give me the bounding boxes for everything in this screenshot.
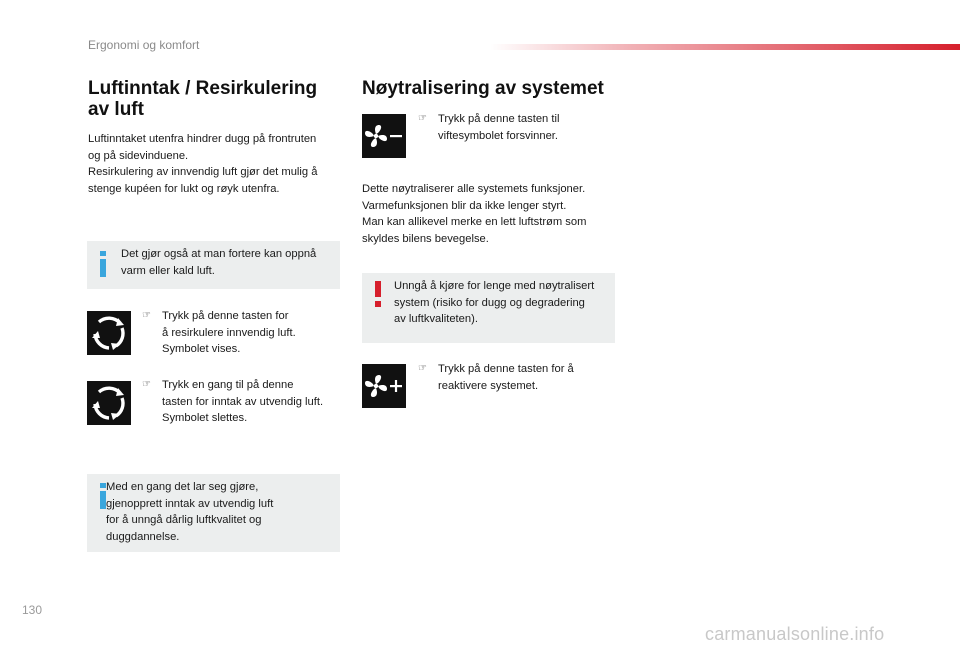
header-accent-line	[490, 44, 960, 50]
text-line: for å unngå dårlig luftkvalitet og	[106, 514, 262, 526]
text-line: Man kan allikevel merke en lett luftstrøm som	[362, 216, 587, 228]
text-line: Varmefunksjonen blir da ikke lenger styrt.	[362, 199, 567, 212]
text-line: Dette nøytraliserer alle systemets funksjoner.	[362, 183, 586, 195]
fan-plus-icon	[362, 364, 406, 408]
step-reactivate	[418, 361, 618, 394]
watermark: carmanualsonline.info	[705, 624, 885, 644]
left-heading-line: av luft	[88, 99, 144, 120]
recirculation-icon	[89, 383, 129, 423]
info-note-1	[87, 241, 340, 289]
section-title: Ergonomi og komfort	[88, 38, 200, 52]
left-heading-line: Luftinntak / Resirkulering	[88, 78, 318, 99]
text-line: å resirkulere innvendig luft.	[162, 326, 296, 339]
text-line: Luftinntaket utenfra hindrer dugg på frontruten	[88, 133, 317, 145]
text-line: skyldes bilens bevegelse.	[362, 232, 489, 245]
text-line: Trykk på denne tasten for å	[438, 363, 574, 375]
recirculation-key[interactable]	[87, 381, 131, 425]
pointing-hand-icon: ☞	[142, 310, 151, 321]
note-text	[121, 246, 336, 279]
left-intro	[88, 131, 348, 197]
text-line: stenge kupéen for lukt og røyk utenfra.	[88, 182, 280, 195]
text-line: og på sidevinduene.	[88, 149, 189, 162]
fan-on-key[interactable]	[362, 364, 406, 408]
text-line: system (risiko for dugg og degradering	[394, 296, 585, 309]
text-line: Med en gang det lar seg gjøre,	[106, 481, 259, 493]
info-note-2	[87, 474, 340, 552]
step-neutralize	[418, 111, 618, 144]
text-line: Trykk på denne tasten til	[438, 113, 560, 125]
pointing-hand-icon: ☞	[418, 363, 427, 374]
text-line: viftesymbolet forsvinner.	[438, 129, 559, 142]
text-line: Unngå å kjøre for lenge med nøytralisert	[394, 280, 595, 292]
recirculation-key[interactable]	[87, 311, 131, 355]
step-recirculate	[142, 308, 342, 358]
page-number: 130	[22, 603, 43, 617]
fan-minus-icon	[362, 114, 406, 158]
fan-off-key[interactable]	[362, 114, 406, 158]
right-body	[362, 181, 622, 247]
text-line: Trykk en gang til på denne	[162, 379, 294, 391]
pointing-hand-icon: ☞	[142, 379, 151, 390]
text-line: reaktivere systemet.	[438, 379, 539, 392]
text-line: Resirkulering av innvendig luft gjør det mulig å	[88, 166, 318, 178]
warning-note	[362, 273, 615, 343]
note-text	[394, 278, 614, 328]
text-line: Symbolet vises.	[162, 343, 241, 355]
text-line: tasten for inntak av utvendig luft.	[162, 395, 324, 408]
text-line: av luftkvaliteten).	[394, 313, 478, 325]
info-icon	[96, 251, 110, 277]
note-text	[106, 479, 331, 545]
text-line: duggdannelse.	[106, 530, 180, 543]
left-heading	[88, 78, 348, 120]
right-heading: Nøytralisering av systemet	[362, 78, 604, 99]
step-outside-air	[142, 377, 347, 427]
warning-icon	[371, 281, 385, 307]
text-line: varm eller kald luft.	[121, 264, 215, 277]
recirculation-icon	[89, 313, 129, 353]
text-line: Trykk på denne tasten for	[162, 310, 289, 322]
text-line: gjenopprett inntak av utvendig luft	[106, 497, 274, 510]
text-line: Symbolet slettes.	[162, 412, 248, 424]
pointing-hand-icon: ☞	[418, 113, 427, 124]
text-line: Det gjør også at man fortere kan oppnå	[121, 248, 317, 260]
